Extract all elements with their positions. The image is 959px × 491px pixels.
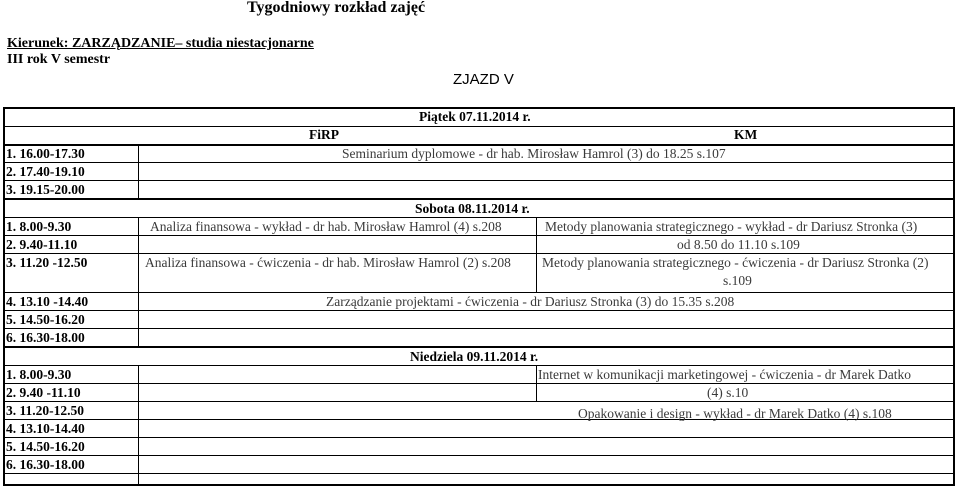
time-slot: 6. 16.30-18.00 bbox=[6, 330, 85, 345]
class-entry: s.109 bbox=[723, 273, 752, 288]
time-slot: 2. 9.40-11.10 bbox=[6, 237, 78, 252]
time-slot: 1. 8.00-9.30 bbox=[6, 367, 72, 382]
time-slot: 1. 8.00-9.30 bbox=[6, 219, 72, 234]
class-entry: Seminarium dyplomowe - dr hab. Mirosław Hamrol (3) do 18.25 s.107 bbox=[342, 146, 726, 161]
time-slot: 2. 9.40 -11.10 bbox=[6, 385, 81, 400]
session-label: ZJAZD V bbox=[453, 71, 514, 88]
time-slot: 3. 11.20 -12.50 bbox=[6, 255, 88, 270]
time-slot: 4. 13.10-14.40 bbox=[6, 421, 85, 436]
class-entry: (4) s.10 bbox=[707, 385, 749, 400]
year-semester: III rok V semestr bbox=[7, 52, 111, 67]
time-slot: 3. 19.15-20.00 bbox=[6, 182, 85, 197]
class-entry: Analiza finansowa - ćwiczenia - dr hab. Mirosław Hamrol (2) s.208 bbox=[145, 255, 511, 270]
group-header-firp: FiRP bbox=[309, 127, 339, 142]
time-slot: 4. 13.10 -14.40 bbox=[6, 294, 89, 309]
schedule-table bbox=[3, 107, 955, 486]
time-slot: 3. 11.20-12.50 bbox=[6, 403, 85, 418]
time-slot: 5. 14.50-16.20 bbox=[6, 439, 85, 454]
class-entry: Metody planowania strategicznego - wykład - dr Dariusz Stronka (3) bbox=[545, 219, 918, 234]
class-entry: Metody planowania strategicznego - ćwiczenia - dr Dariusz Stronka (2) bbox=[542, 255, 929, 270]
class-entry: Analiza finansowa - wykład - dr hab. Mirosław Hamrol (4) s.208 bbox=[150, 219, 502, 234]
class-entry: Opakowanie i design - wykład - dr Marek Datko (4) s.108 bbox=[578, 406, 892, 421]
time-slot: 1. 16.00-17.30 bbox=[6, 146, 85, 161]
day-header-sunday: Niedziela 09.11.2014 r. bbox=[410, 349, 539, 364]
group-header-km: KM bbox=[734, 127, 758, 142]
class-entry: od 8.50 do 11.10 s.109 bbox=[677, 237, 800, 252]
day-header-friday: Piątek 07.11.2014 r. bbox=[419, 109, 531, 124]
class-entry: Internet w komunikacji marketingowej - ćwiczenia - dr Marek Datko bbox=[538, 367, 911, 382]
time-slot: 5. 14.50-16.20 bbox=[6, 312, 85, 327]
field-of-study: Kierunek: ZARZĄDZANIE– studia niestacjonarne bbox=[7, 36, 314, 51]
day-header-saturday: Sobota 08.11.2014 r. bbox=[415, 201, 530, 216]
page-title: Tygodniowy rozkład zajęć bbox=[247, 0, 426, 16]
class-entry: Zarządzanie projektami - ćwiczenia - dr Dariusz Stronka (3) do 15.35 s.208 bbox=[326, 294, 735, 309]
time-slot: 6. 16.30-18.00 bbox=[6, 457, 85, 472]
time-slot: 2. 17.40-19.10 bbox=[6, 164, 85, 179]
